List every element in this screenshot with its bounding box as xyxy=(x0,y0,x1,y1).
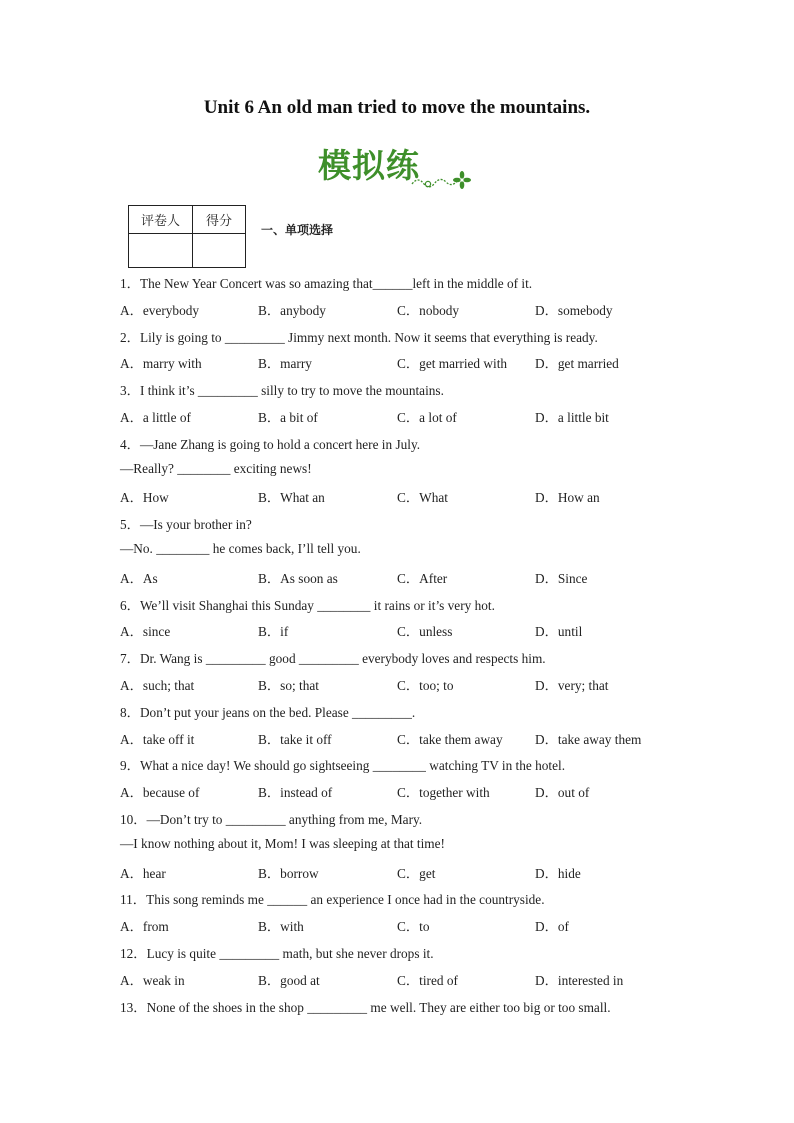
answer-option[interactable]: A．such; that xyxy=(120,678,195,693)
question-stem: 9．What a nice day! We should go sightseeing ________ watching TV in the hotel. xyxy=(120,758,566,774)
answer-option[interactable]: D．interested in xyxy=(535,972,624,988)
answer-option[interactable]: C．together with xyxy=(397,785,490,801)
banner-text: 模拟练 xyxy=(318,146,420,185)
answer-option[interactable]: C．get married with xyxy=(397,356,508,372)
answer-option[interactable]: C．After xyxy=(397,570,448,586)
answer-option[interactable]: C．What xyxy=(397,490,448,506)
answer-option[interactable]: C．tired of xyxy=(397,972,458,988)
question-stem: 4．—Jane Zhang is going to hold a concert here in July. xyxy=(120,436,421,452)
question-stem: 6．We’ll visit Shanghai this Sunday ________ it rains or it’s very hot. xyxy=(120,597,495,613)
score-header-score: 得分 xyxy=(193,206,246,234)
answer-option[interactable]: B．a bit of xyxy=(258,410,318,425)
answer-option[interactable]: D．Since xyxy=(535,570,588,586)
question-dialogue-line: —No. ________ he comes back, I’ll tell you. xyxy=(120,541,361,556)
answer-option[interactable]: D．hide xyxy=(535,865,581,881)
answer-option[interactable]: C．get xyxy=(397,865,436,881)
answer-option[interactable]: B．As soon as xyxy=(258,570,338,586)
question-stem: 1．The New Year Concert was so amazing that______left in the middle of it. xyxy=(120,276,533,291)
answer-option[interactable]: B．What an xyxy=(258,490,325,506)
answer-option[interactable]: B．instead of xyxy=(258,785,333,801)
answer-option[interactable]: A．a little of xyxy=(120,410,191,425)
question-stem: 13．None of the shoes in the shop _________ me well. They are either too big or too small. xyxy=(120,999,611,1015)
score-cell-score[interactable] xyxy=(193,234,246,268)
answer-option[interactable]: D．a little bit xyxy=(535,410,609,425)
score-table xyxy=(128,205,246,268)
answer-option[interactable]: D．until xyxy=(535,624,583,640)
question-stem: 5．—Is your brother in? xyxy=(120,517,252,533)
answer-option[interactable]: B．take it off xyxy=(258,731,332,747)
flower-vine-icon xyxy=(316,140,476,196)
answer-option[interactable]: A．because of xyxy=(120,785,200,801)
answer-option[interactable]: B．if xyxy=(258,624,289,640)
answer-option[interactable]: B．with xyxy=(258,919,304,935)
answer-option[interactable]: D．out of xyxy=(535,785,590,801)
answer-option[interactable]: A．since xyxy=(120,624,171,640)
question-stem: 12．Lucy is quite _________ math, but she never drops it. xyxy=(120,946,434,961)
answer-option[interactable]: A．weak in xyxy=(120,972,185,988)
question-stem: 7．Dr. Wang is _________ good _________ everybody loves and respects him. xyxy=(120,651,546,667)
question-stem: 8．Don’t put your jeans on the bed. Please _________. xyxy=(120,704,416,720)
answer-option[interactable]: B．good at xyxy=(258,972,320,988)
answer-option[interactable]: D．of xyxy=(535,919,569,935)
answer-option[interactable]: C．a lot of xyxy=(397,410,457,425)
question-stem: 3．I think it’s _________ silly to try to move the mountains. xyxy=(120,383,444,399)
answer-option[interactable]: B．so; that xyxy=(258,678,319,693)
answer-option[interactable]: A．everybody xyxy=(120,302,200,318)
answer-option[interactable]: C．unless xyxy=(397,624,453,640)
question-dialogue-line: —I know nothing about it, Mom! I was sleeping at that time! xyxy=(120,835,445,851)
question-dialogue-line: —Really? ________ exciting news! xyxy=(120,460,312,476)
answer-option[interactable]: C．take them away xyxy=(397,731,503,747)
section-title: 一、单项选择 xyxy=(261,223,334,237)
banner xyxy=(316,140,476,196)
score-cell-grader[interactable] xyxy=(129,234,193,268)
answer-option[interactable]: A．hear xyxy=(120,865,166,881)
page-title: Unit 6 An old man tried to move the mountains. xyxy=(203,97,591,118)
answer-option[interactable]: D．somebody xyxy=(535,302,613,318)
answer-option[interactable]: A．As xyxy=(120,570,158,586)
answer-option[interactable]: A．How xyxy=(120,490,169,506)
answer-option[interactable]: D．very; that xyxy=(535,678,609,693)
answer-option[interactable]: D．get married xyxy=(535,356,619,372)
answer-option[interactable]: C．too; to xyxy=(397,678,454,693)
answer-option[interactable]: C．to xyxy=(397,919,430,935)
question-stem: 2．Lily is going to _________ Jimmy next month. Now it seems that everything is ready. xyxy=(120,329,598,345)
answer-option[interactable]: C．nobody xyxy=(397,302,460,318)
question-stem: 10．—Don’t try to _________ anything from me, Mary. xyxy=(120,812,423,827)
answer-option[interactable]: B．marry xyxy=(258,356,312,372)
answer-option[interactable]: B．borrow xyxy=(258,865,319,881)
answer-option[interactable]: D．take away them xyxy=(535,731,642,747)
score-header-grader: 评卷人 xyxy=(129,206,193,234)
answer-option[interactable]: B．anybody xyxy=(258,302,326,318)
answer-option[interactable]: A．from xyxy=(120,919,169,935)
answer-option[interactable]: A．take off it xyxy=(120,731,195,747)
answer-option[interactable]: D．How an xyxy=(535,490,600,506)
question-stem: 11．This song reminds me ______ an experience I once had in the countryside. xyxy=(120,892,545,908)
answer-option[interactable]: A．marry with xyxy=(120,356,202,372)
